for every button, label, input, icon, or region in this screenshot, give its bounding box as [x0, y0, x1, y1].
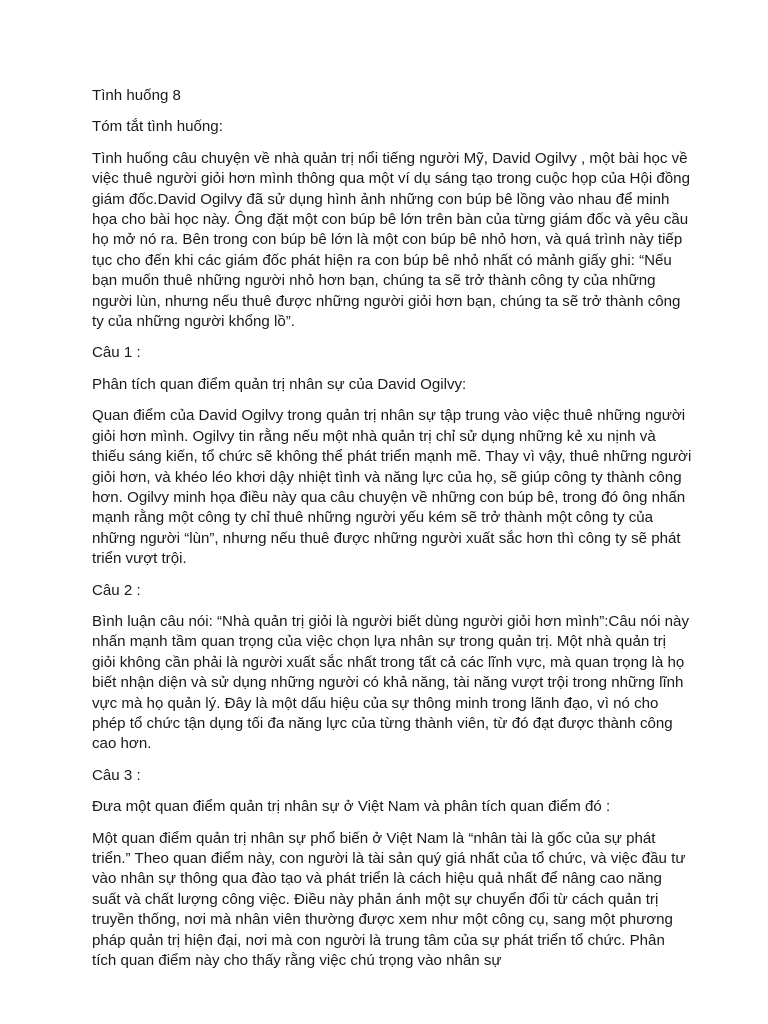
- document-content: [92, 86, 692, 982]
- question-3-subheading: Đưa một quan điểm quản trị nhân sự ở Việt Nam và phân tích quan điểm đó :: [92, 798, 611, 816]
- question-1-heading: Câu 1 :: [92, 344, 141, 362]
- question-1-paragraph: Quan điểm của David Ogilvy trong quản trị nhân sự tập trung vào việc thuê những người giỏi hơn mình. Ogilvy tin rằng nếu một nhà quản trị chỉ sử dụng những kẻ xu nịnh và thiếu sáng kiến, tổ chức sẽ không thể phát triển mạnh mẽ. Thay vì vậy, thuê những người giỏi hơn, và khéo léo khơi dậy nhiệt tình và năng lực của họ, sẽ giúp công ty thành công hơn. Ogilvy minh họa điều này qua câu chuyện về những con búp bê, trong đó ông nhấn mạnh rằng một công ty chỉ thuê những người yếu kém sẽ trở thành một công ty của những người “lùn”, nhưng nếu thuê được những người xuất sắc hơn thì công ty sẽ phát triển vượt trội.: [92, 407, 692, 568]
- question-3-paragraph: Một quan điểm quản trị nhân sự phổ biến ở Việt Nam là “nhân tài là gốc của sự phát triển.” Theo quan điểm này, con người là tài sản quý giá nhất của tổ chức, và việc đầu tư vào nhân sự thông qua đào tạo và phát triển là cách hiệu quả nhất để nâng cao năng suất và chất lượng công việc. Điều này phản ánh một sự chuyển đổi từ cách quản trị truyền thống, nơi mà nhân viên thường được xem như một công cụ, sang một phương pháp quản trị hiện đại, nơi mà con người là trung tâm của sự phát triển tổ chức. Phân tích quan điểm này cho thấy rằng việc chú trọng vào nhân sự: [92, 829, 686, 970]
- question-2-heading: Câu 2 :: [92, 581, 141, 599]
- document-title: Tình huống 8: [92, 87, 181, 104]
- question-1-subheading: Phân tích quan điểm quản trị nhân sự của David Ogilvy:: [92, 375, 467, 393]
- summary-heading: Tóm tắt tình huống:: [92, 118, 223, 136]
- question-3-heading: Câu 3 :: [92, 766, 141, 784]
- summary-paragraph: Tình huống câu chuyện về nhà quản trị nổi tiếng người Mỹ, David Ogilvy , một bài học về việc thuê người giỏi hơn mình thông qua một ví dụ sáng tạo trong cuộc họp của Hội đồng giám đốc.David Ogilvy đã sử dụng hình ảnh những con búp bê lồng vào nhau để minh họa cho bài học này. Ông đặt một con búp bê lớn trên bàn của từng giám đốc và yêu cầu họ mở nó ra. Bên trong con búp bê lớn là một con búp bê nhỏ hơn, và quá trình này tiếp tục cho đến khi các giám đốc phát hiện ra con búp bê nhỏ nhất có mảnh giấy ghi: “Nếu bạn muốn thuê những người nhỏ hơn bạn, chúng ta sẽ trở thành công ty của những người lùn, nhưng nếu thuê được những người giỏi hơn bạn, chúng ta sẽ trở thành công ty của những người khổng lồ”.: [92, 149, 690, 331]
- question-2-paragraph: Bình luận câu nói: “Nhà quản trị giỏi là người biết dùng người giỏi hơn mình”:Câu nói này nhấn mạnh tầm quan trọng của việc chọn lựa nhân sự trong quản trị. Một nhà quản trị giỏi không cần phải là người xuất sắc nhất trong tất cả các lĩnh vực, mà quan trọng là họ biết nhận diện và sử dụng những người có khả năng, tài năng vượt trội trong những lĩnh vực mà họ quản lý. Đây là một dấu hiệu của sự thông minh trong lãnh đạo, vì nó cho phép tổ chức tận dụng tối đa năng lực của từng thành viên, từ đó đạt được thành công cao hơn.: [92, 612, 689, 753]
